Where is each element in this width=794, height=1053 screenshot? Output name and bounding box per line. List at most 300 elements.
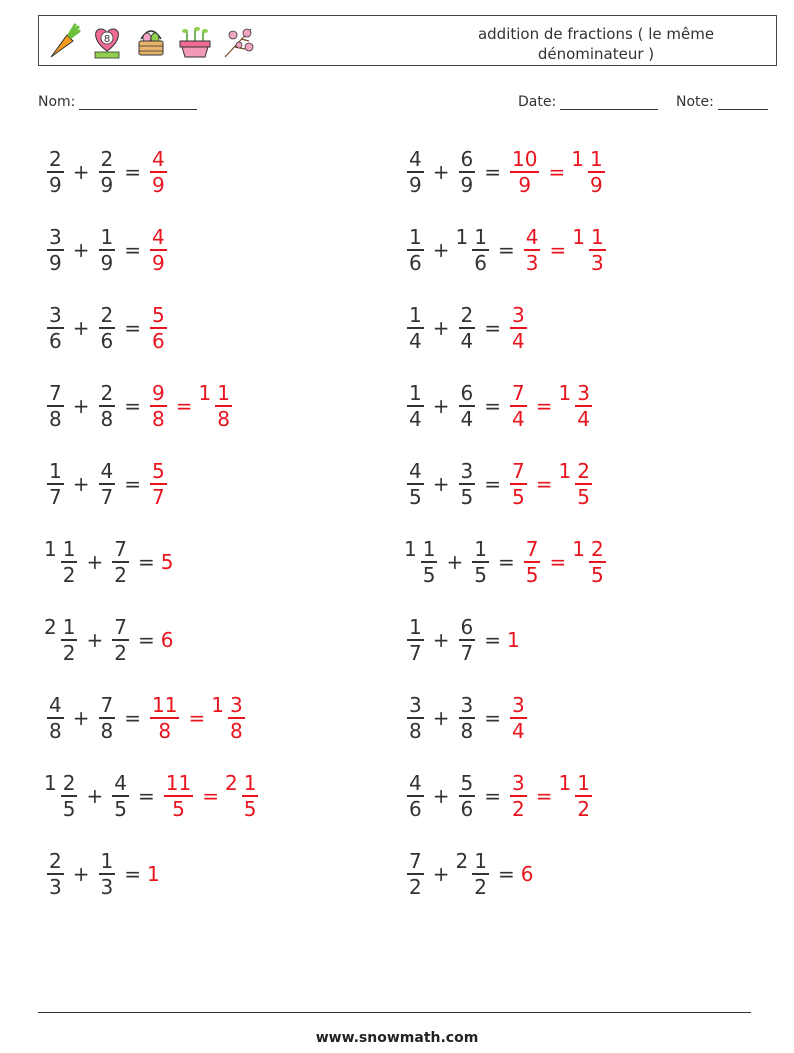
equals-sign: = — [124, 238, 141, 262]
numerator: 2 — [590, 537, 604, 562]
fraction — [510, 693, 527, 743]
whole-part: 1 — [198, 381, 212, 406]
page-title — [436, 24, 756, 64]
fraction — [407, 771, 424, 821]
numerator: 4 — [49, 693, 62, 718]
fraction — [112, 771, 129, 821]
numerator: 1 — [409, 225, 422, 250]
equals-sign: = — [124, 862, 141, 886]
problem-item — [404, 142, 608, 202]
answer-value — [147, 303, 170, 353]
whole-part: 2 — [455, 849, 469, 874]
fraction — [150, 303, 167, 353]
denominator: 4 — [512, 718, 525, 743]
denominator: 3 — [100, 874, 114, 899]
fraction — [99, 225, 116, 275]
problem-item — [404, 844, 534, 904]
whole-part: 2 — [224, 771, 238, 796]
whole-part: 1 — [572, 225, 585, 250]
denominator: 4 — [577, 406, 590, 431]
denominator: 5 — [474, 562, 487, 587]
numerator: 1 — [422, 537, 436, 562]
problem-item — [44, 454, 170, 514]
equals-sign: = — [124, 160, 141, 184]
answer — [147, 693, 248, 743]
problem-item — [404, 766, 595, 826]
denominator: 8 — [409, 718, 422, 743]
fraction — [215, 381, 232, 431]
denominator: 8 — [100, 718, 114, 743]
denominator: 8 — [158, 718, 172, 743]
equals-sign: = — [549, 550, 567, 574]
denominator: 4 — [409, 328, 422, 353]
whole-part: 1 — [455, 225, 469, 250]
numerator: 1 — [577, 771, 590, 796]
addend-b — [456, 459, 479, 509]
denominator: 5 — [409, 484, 422, 509]
plus-sign: + — [432, 316, 450, 340]
answer — [161, 628, 175, 652]
answer — [161, 771, 262, 821]
plus-sign: + — [432, 706, 450, 730]
denominator: 7 — [152, 484, 165, 509]
addend-a — [44, 147, 67, 197]
answer-value — [507, 693, 530, 743]
addend-a — [404, 381, 427, 431]
denominator: 8 — [49, 718, 62, 743]
addend-b — [109, 615, 132, 665]
fraction — [524, 225, 541, 275]
plus-sign: + — [72, 394, 90, 418]
denominator: 8 — [49, 406, 62, 431]
title-line-2: dénominateur ) — [537, 45, 655, 63]
numerator: 11 — [165, 771, 192, 796]
plus-sign: + — [432, 862, 450, 886]
numerator: 3 — [229, 693, 243, 718]
answer — [507, 693, 530, 743]
equals-sign: = — [137, 784, 155, 808]
numerator: 1 — [409, 381, 422, 406]
fraction — [510, 459, 527, 509]
denominator: 5 — [460, 484, 474, 509]
denominator: 6 — [409, 796, 422, 821]
addend-b — [96, 225, 119, 275]
whole-part: 1 — [558, 381, 572, 406]
answer — [521, 862, 535, 886]
denominator: 4 — [460, 406, 474, 431]
numerator: 11 — [152, 693, 178, 718]
denominator: 2 — [114, 640, 127, 665]
fraction — [47, 303, 64, 353]
whole-part: 2 — [44, 615, 57, 640]
equals-sign: = — [484, 706, 501, 730]
numerator: 6 — [460, 615, 474, 640]
numerator: 7 — [409, 849, 422, 874]
addend-a — [44, 849, 67, 899]
numerator: 2 — [460, 303, 474, 328]
equals-sign: = — [497, 862, 515, 886]
equals-sign: = — [549, 238, 567, 262]
equals-sign: = — [497, 238, 515, 262]
fraction — [164, 771, 193, 821]
fraction — [61, 771, 78, 821]
fraction — [459, 381, 476, 431]
addend-a — [404, 849, 427, 899]
fraction — [459, 147, 476, 197]
answer — [147, 862, 161, 886]
numerator: 7 — [49, 381, 62, 406]
problem-item — [404, 610, 521, 670]
denominator: 9 — [49, 172, 62, 197]
numerator: 1 — [409, 303, 422, 328]
addend-b — [469, 537, 492, 587]
answer-value — [161, 550, 175, 574]
equals-sign: = — [175, 394, 193, 418]
plus-sign: + — [432, 472, 450, 496]
answer-value — [572, 225, 608, 275]
answer-value — [571, 147, 607, 197]
whole-part: 6 — [160, 628, 174, 652]
numerator: 4 — [100, 459, 114, 484]
equals-sign: = — [497, 550, 515, 574]
fraction — [47, 849, 64, 899]
numerator: 7 — [512, 459, 525, 484]
fraction — [47, 693, 64, 743]
whole-part: 1 — [404, 537, 417, 562]
numerator: 4 — [152, 225, 165, 250]
fraction — [47, 147, 64, 197]
denominator: 5 — [114, 796, 127, 821]
fraction — [47, 381, 64, 431]
fraction — [407, 225, 424, 275]
addend-a — [404, 147, 427, 197]
addend-a — [404, 303, 427, 353]
whole-part: 1 — [507, 628, 520, 652]
whole-part: 1 — [211, 693, 224, 718]
plus-sign: + — [86, 628, 104, 652]
note-label: Note: — [676, 94, 714, 110]
numerator: 1 — [62, 615, 76, 640]
denominator: 8 — [100, 406, 114, 431]
plus-sign: + — [432, 784, 450, 808]
fraction — [112, 615, 129, 665]
denominator: 9 — [409, 172, 422, 197]
fraction — [150, 459, 167, 509]
addend-b — [456, 849, 492, 899]
numerator: 1 — [217, 381, 230, 406]
equals-sign: = — [484, 160, 501, 184]
denominator: 6 — [152, 328, 165, 353]
name-field[interactable] — [38, 94, 197, 110]
addend-a — [44, 615, 80, 665]
fraction — [589, 225, 606, 275]
denominator: 3 — [525, 250, 539, 275]
addend-a — [44, 537, 80, 587]
easter-basket-icon — [133, 21, 169, 61]
addend-b — [456, 615, 479, 665]
addend-a — [44, 771, 80, 821]
fraction — [228, 693, 245, 743]
numerator: 1 — [474, 225, 487, 250]
plus-sign: + — [72, 706, 90, 730]
answer-value — [559, 459, 595, 509]
problem-item — [404, 298, 530, 358]
whole-part: 1 — [558, 771, 572, 796]
denominator: 8 — [217, 406, 230, 431]
answer-value — [161, 628, 175, 652]
numerator: 9 — [152, 381, 165, 406]
numerator: 4 — [409, 147, 422, 172]
denominator: 6 — [49, 328, 62, 353]
addend-a — [404, 693, 427, 743]
answer — [521, 225, 609, 275]
note-field[interactable] — [676, 94, 768, 110]
equals-sign: = — [124, 394, 141, 418]
equals-sign: = — [535, 472, 553, 496]
denominator: 5 — [172, 796, 185, 821]
answer-value — [507, 459, 530, 509]
denominator: 2 — [577, 796, 590, 821]
whole-part: 1 — [571, 147, 584, 172]
addend-b — [456, 225, 492, 275]
plus-sign: + — [86, 550, 104, 574]
equals-sign: = — [535, 394, 553, 418]
addend-a — [44, 459, 67, 509]
answer — [147, 147, 170, 197]
answer-value — [572, 537, 608, 587]
fraction — [407, 381, 424, 431]
date-field[interactable] — [518, 94, 658, 110]
plus-sign: + — [72, 238, 90, 262]
numerator: 3 — [49, 303, 62, 328]
numerator: 2 — [100, 381, 114, 406]
title-line-1: addition de fractions ( le même — [477, 25, 715, 43]
denominator: 5 — [525, 562, 539, 587]
numerator: 7 — [100, 693, 114, 718]
fraction — [575, 459, 592, 509]
answer — [507, 628, 521, 652]
answer-value — [147, 147, 170, 197]
addend-b — [96, 849, 119, 899]
fraction — [47, 459, 64, 509]
numerator: 3 — [512, 303, 525, 328]
equals-sign: = — [484, 472, 501, 496]
answer-value — [199, 381, 235, 431]
denominator: 7 — [460, 640, 474, 665]
problem-item — [44, 220, 170, 280]
numerator: 1 — [590, 225, 604, 250]
answer — [507, 459, 595, 509]
answer — [147, 381, 235, 431]
denominator: 9 — [49, 250, 62, 275]
answer-value — [147, 862, 161, 886]
fraction — [459, 771, 476, 821]
answer-value — [521, 537, 544, 587]
numerator: 1 — [49, 459, 62, 484]
answer — [507, 147, 608, 197]
numerator: 3 — [49, 225, 62, 250]
addend-a — [44, 225, 67, 275]
numerator: 2 — [49, 849, 62, 874]
fraction — [407, 459, 424, 509]
equals-sign: = — [137, 550, 155, 574]
denominator: 6 — [460, 796, 474, 821]
plus-sign: + — [432, 238, 450, 262]
equals-sign: = — [124, 472, 141, 496]
problem-item — [44, 376, 235, 436]
denominator: 5 — [422, 562, 436, 587]
numerator: 6 — [460, 381, 474, 406]
fraction — [510, 771, 527, 821]
header-box — [38, 15, 777, 66]
numerator: 7 — [512, 381, 525, 406]
numerator: 4 — [114, 771, 127, 796]
plus-sign: + — [432, 628, 450, 652]
answer-value — [147, 381, 170, 431]
plus-sign: + — [72, 862, 90, 886]
numerator: 4 — [152, 147, 165, 172]
footer-divider — [38, 1012, 751, 1013]
name-blank[interactable] — [79, 95, 197, 110]
denominator: 4 — [512, 406, 525, 431]
answer — [521, 537, 609, 587]
fraction — [150, 225, 167, 275]
problem-item — [44, 844, 161, 904]
plus-sign: + — [72, 316, 90, 340]
problem-item — [404, 532, 609, 592]
addend-b — [456, 303, 479, 353]
numerator: 1 — [474, 849, 487, 874]
fraction — [99, 693, 116, 743]
plus-sign: + — [446, 550, 464, 574]
numerator: 3 — [512, 693, 525, 718]
fraction — [459, 693, 476, 743]
whole-part: 1 — [147, 862, 160, 886]
numerator: 1 — [243, 771, 257, 796]
plus-sign: + — [432, 160, 450, 184]
numerator: 1 — [100, 849, 114, 874]
numerator: 3 — [460, 693, 474, 718]
denominator: 4 — [512, 328, 525, 353]
numerator: 7 — [114, 615, 127, 640]
answer-value — [507, 147, 542, 197]
denominator: 2 — [62, 640, 76, 665]
whole-part: 5 — [160, 550, 174, 574]
denominator: 9 — [152, 250, 165, 275]
numerator: 2 — [62, 771, 76, 796]
addend-b — [456, 771, 479, 821]
denominator: 5 — [62, 796, 76, 821]
answer-value — [211, 693, 247, 743]
answer-value — [507, 771, 530, 821]
fraction — [459, 459, 476, 509]
addend-b — [456, 381, 479, 431]
fraction — [589, 537, 606, 587]
addend-b — [109, 537, 132, 587]
numerator: 1 — [589, 147, 603, 172]
addend-a — [404, 615, 427, 665]
answer — [161, 550, 175, 574]
denominator: 8 — [229, 718, 243, 743]
equals-sign: = — [484, 784, 501, 808]
numerator: 2 — [100, 303, 114, 328]
equals-sign: = — [202, 784, 219, 808]
plus-sign: + — [72, 160, 90, 184]
numerator: 3 — [577, 381, 590, 406]
denominator: 9 — [518, 172, 532, 197]
numerator: 3 — [512, 771, 525, 796]
date-blank[interactable] — [560, 95, 658, 110]
problem-item — [404, 688, 530, 748]
fraction — [99, 459, 116, 509]
denominator: 6 — [474, 250, 487, 275]
addend-a — [404, 459, 427, 509]
numerator: 1 — [100, 225, 114, 250]
fraction — [472, 849, 489, 899]
fraction — [472, 225, 489, 275]
fraction — [99, 303, 116, 353]
fraction — [99, 147, 116, 197]
numerator: 10 — [512, 147, 538, 172]
fraction — [407, 303, 424, 353]
addend-b — [109, 771, 132, 821]
heart-calendar-icon — [89, 21, 125, 61]
fraction — [575, 771, 592, 821]
equals-sign: = — [124, 706, 141, 730]
answer-value — [521, 225, 544, 275]
problem-item — [44, 610, 174, 670]
fraction — [150, 147, 167, 197]
problem-item — [44, 298, 170, 358]
addend-a — [44, 303, 67, 353]
addend-a — [404, 771, 427, 821]
denominator: 9 — [589, 172, 603, 197]
numerator: 4 — [525, 225, 539, 250]
addend-b — [96, 303, 119, 353]
numerator: 3 — [460, 459, 474, 484]
denominator: 5 — [577, 484, 590, 509]
fraction — [61, 615, 78, 665]
name-label: Nom: — [38, 94, 76, 110]
seedling-pot-icon — [177, 21, 213, 61]
note-blank[interactable] — [718, 95, 768, 110]
footer-url: www.snowmath.com — [315, 1030, 479, 1046]
answer-value — [521, 862, 535, 886]
answer — [507, 381, 595, 431]
answer-value — [507, 381, 530, 431]
whole-part: 1 — [572, 537, 585, 562]
denominator: 8 — [460, 718, 474, 743]
fraction — [524, 537, 541, 587]
numerator: 1 — [474, 537, 487, 562]
denominator: 8 — [152, 406, 165, 431]
fraction — [61, 537, 78, 587]
denominator: 5 — [512, 484, 525, 509]
fraction — [407, 615, 424, 665]
fraction — [112, 537, 129, 587]
answer — [147, 303, 170, 353]
problem-item — [404, 376, 595, 436]
denominator: 9 — [100, 250, 114, 275]
numerator: 5 — [152, 303, 165, 328]
answer — [507, 771, 595, 821]
fraction — [459, 303, 476, 353]
denominator: 7 — [49, 484, 62, 509]
plus-sign: + — [72, 472, 90, 496]
denominator: 2 — [62, 562, 76, 587]
denominator: 9 — [460, 172, 474, 197]
date-label: Date: — [518, 94, 557, 110]
